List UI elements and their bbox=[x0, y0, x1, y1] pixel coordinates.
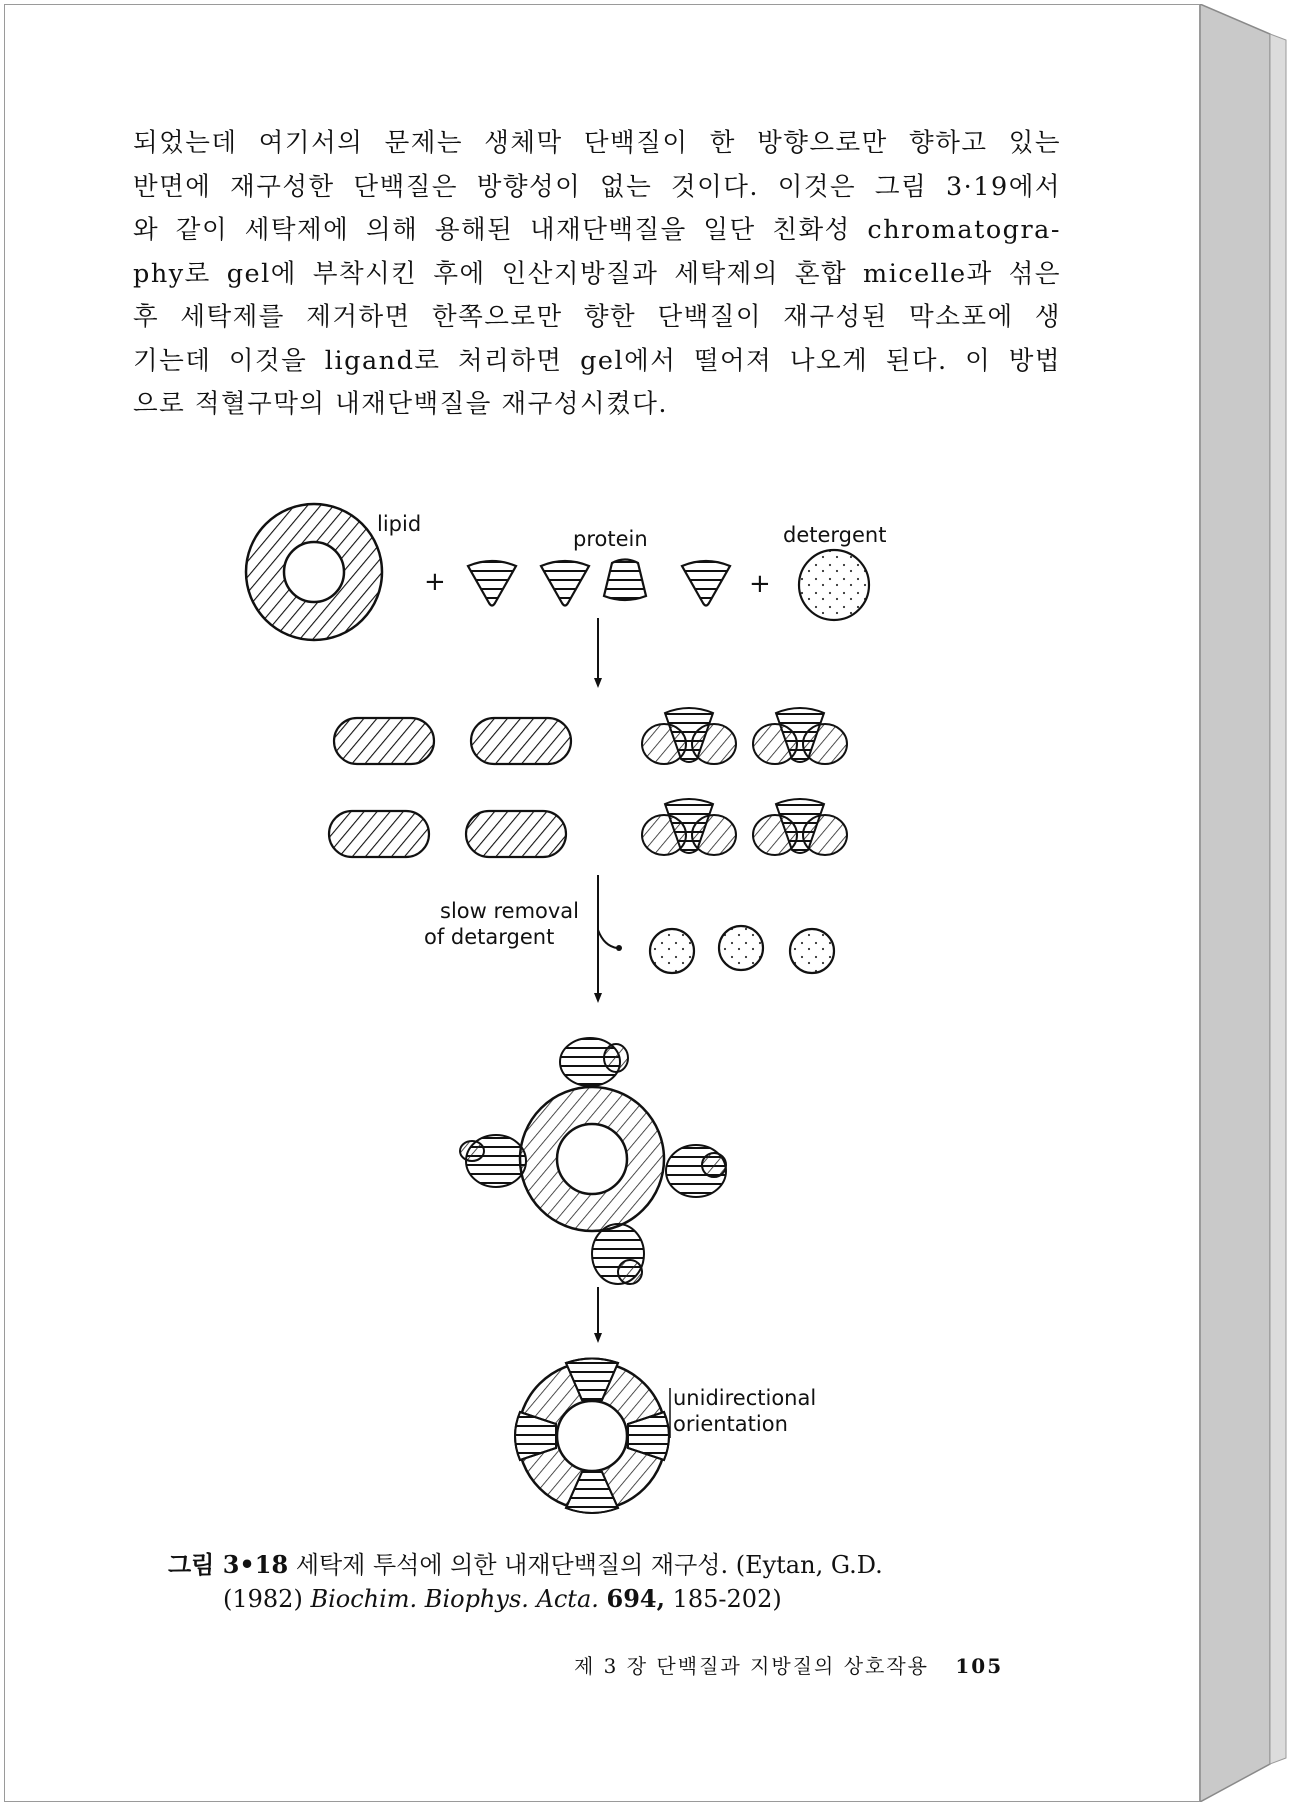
protein-cones bbox=[468, 560, 730, 606]
body-line: 으로 적혈구막의 내재단백질을 재구성시켰다. bbox=[133, 389, 668, 419]
arrow-down bbox=[594, 875, 622, 1003]
page-footer bbox=[574, 1650, 1003, 1679]
ref-year: (1982) bbox=[223, 1585, 303, 1613]
caption-reference bbox=[168, 1582, 883, 1616]
caption-text: 세탁제 투석에 의한 내재단백질의 재구성. (Eytan, G.D. bbox=[295, 1551, 883, 1579]
figure-number: 그림 3•18 bbox=[168, 1550, 289, 1579]
mixed-micelles bbox=[329, 718, 571, 857]
body-line: phy로 gel에 부착시킨 후에 인산지방질과 세탁제의 혼합 micelle과 섞은 bbox=[133, 258, 1061, 289]
running-footer: 제 3 장 단백질과 지방질의 상호작용 bbox=[574, 1654, 929, 1678]
label-slow-removal: slow removal bbox=[440, 899, 580, 923]
label-of-detergent: of detargent bbox=[424, 925, 555, 949]
body-line: 와 같이 세탁제에 의해 용해된 내재단백질을 일단 친화성 chromatogra- bbox=[133, 215, 1061, 245]
released-detergent-micelles bbox=[650, 926, 834, 973]
lipid-vesicle bbox=[240, 498, 390, 648]
body-line: 기는데 이것을 ligand로 처리하면 gel에서 떨어져 나오게 된다. 이 방법 bbox=[133, 345, 1061, 376]
body-line: 후 세탁제를 제거하면 한쪽으로만 향한 단백질이 재구성된 막소포에 생 bbox=[133, 302, 1061, 332]
reconstituted-vesicle-random bbox=[460, 1038, 726, 1284]
body-line: 반면에 재구성한 단백질은 방향성이 없는 것이다. 이것은 그림 3·19에서 bbox=[133, 171, 1061, 202]
ref-journal: Biochim. Biophys. Acta. bbox=[310, 1585, 599, 1613]
label-unidirectional: unidirectional bbox=[673, 1386, 817, 1410]
detergent-micelle bbox=[799, 550, 869, 620]
figure-caption bbox=[168, 1548, 883, 1616]
protein-detergent-complexes bbox=[642, 708, 847, 855]
reconstituted-vesicle-unidirectional bbox=[513, 1357, 671, 1515]
ref-pages: 185-202) bbox=[672, 1585, 782, 1613]
label-lipid: lipid bbox=[377, 512, 422, 536]
arrow-down bbox=[594, 618, 602, 688]
label-protein: protein bbox=[573, 527, 648, 551]
body-line: 되었는데 여기서의 문제는 생체막 단백질이 한 방향으로만 향하고 있는 bbox=[133, 128, 1061, 158]
label-orientation: orientation bbox=[673, 1412, 788, 1436]
ref-volume: 694, bbox=[606, 1584, 665, 1613]
plus-sign: + bbox=[424, 567, 446, 597]
arrow-down bbox=[594, 1287, 602, 1343]
label-detergent: detergent bbox=[783, 523, 887, 547]
page-number: 105 bbox=[955, 1654, 1004, 1678]
book-spine bbox=[1200, 4, 1288, 1802]
plus-sign: + bbox=[749, 569, 771, 599]
